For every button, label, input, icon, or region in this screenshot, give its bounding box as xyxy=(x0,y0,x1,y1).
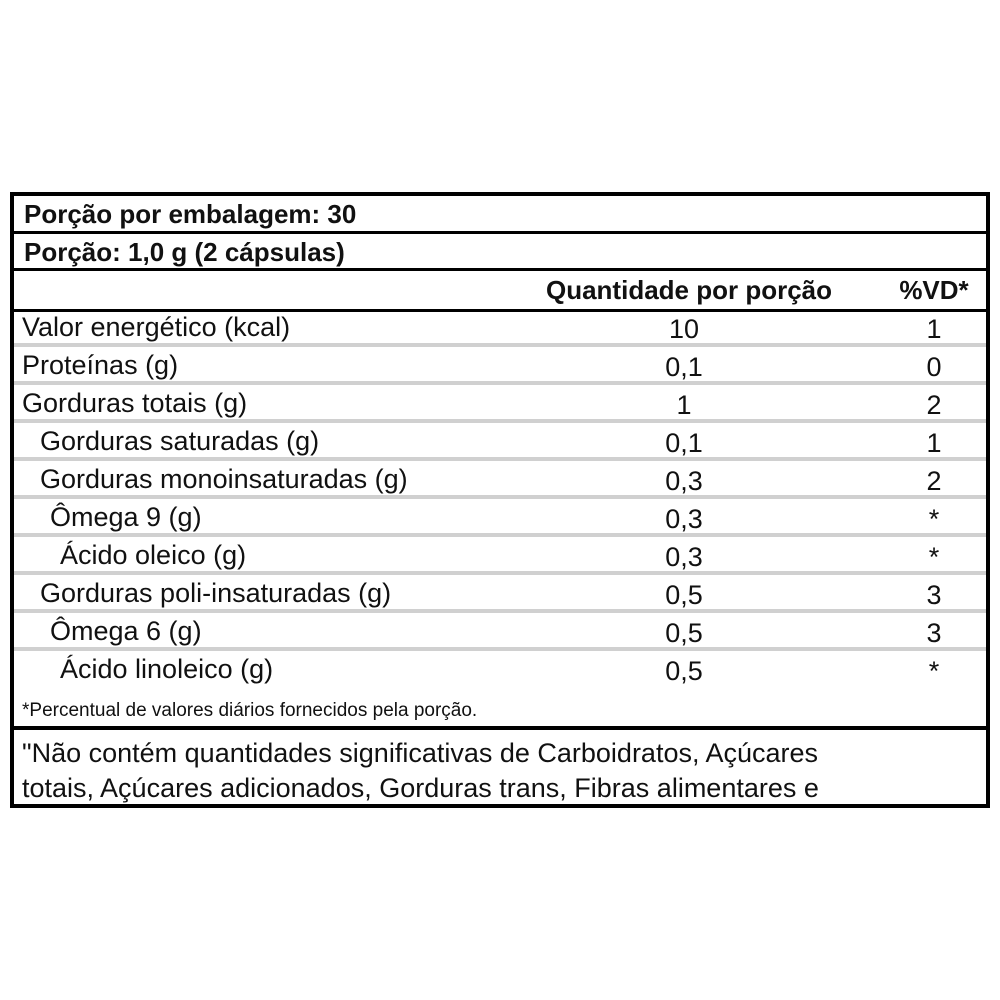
table-row xyxy=(14,385,986,423)
table-row xyxy=(14,461,986,499)
serving-size: Porção: 1,0 g (2 cápsulas) xyxy=(14,234,986,271)
nutrient-quantity: 10 xyxy=(668,314,700,344)
nutrient-quantity: 0,3 xyxy=(665,542,703,572)
table-row xyxy=(14,537,986,575)
daily-value-column-header: %VD* xyxy=(899,275,969,305)
nutrient-rows xyxy=(14,309,986,689)
column-header-row xyxy=(14,271,986,312)
nutrient-daily-value: 2 xyxy=(926,390,942,420)
nutrient-daily-value: 3 xyxy=(926,580,942,610)
nutrient-name: Gorduras saturadas (g) xyxy=(40,426,320,456)
nutrient-quantity: 1 xyxy=(676,390,692,420)
table-row xyxy=(14,423,986,461)
nutrient-name: Ácido linoleico (g) xyxy=(60,654,274,684)
disclaimer-line: "Não contém quantidades significativas de Carboidratos, Açúcares xyxy=(22,738,819,768)
table-row xyxy=(14,575,986,613)
nutrient-daily-value: * xyxy=(928,542,940,572)
nutrient-daily-value: 3 xyxy=(926,618,942,648)
nutrient-name: Gorduras poli-insaturadas (g) xyxy=(40,578,392,608)
nutrient-name: Ácido oleico (g) xyxy=(60,540,247,570)
nutrient-name: Ômega 9 (g) xyxy=(50,502,202,532)
nutrient-quantity: 0,1 xyxy=(665,428,703,458)
table-row xyxy=(14,499,986,537)
nutrient-name: Valor energético (kcal) xyxy=(22,312,291,342)
nutrient-quantity: 0,5 xyxy=(665,580,703,610)
nutrient-quantity: 0,5 xyxy=(665,618,703,648)
nutrient-name: Ômega 6 (g) xyxy=(50,616,202,646)
table-row xyxy=(14,347,986,385)
nutrition-facts-table xyxy=(10,192,990,808)
nutrient-quantity: 0,3 xyxy=(665,504,703,534)
nutrient-daily-value: 1 xyxy=(926,314,942,344)
servings-per-package: Porção por embalagem: 30 xyxy=(14,196,986,234)
nutrient-daily-value: 1 xyxy=(926,428,942,458)
nutrient-name: Proteínas (g) xyxy=(22,350,179,380)
disclaimer-line: totais, Açúcares adicionados, Gorduras trans, Fibras alimentares e xyxy=(22,773,819,803)
nutrient-quantity: 0,1 xyxy=(665,352,703,382)
nutrient-name: Gorduras monoinsaturadas (g) xyxy=(40,464,408,494)
table-row xyxy=(14,613,986,651)
nutrient-daily-value: * xyxy=(928,656,940,686)
nutrient-daily-value: * xyxy=(928,504,940,534)
nutrient-daily-value: 0 xyxy=(926,352,942,382)
nutrient-name: Gorduras totais (g) xyxy=(22,388,248,418)
divider xyxy=(14,726,986,730)
nutrient-quantity: 0,3 xyxy=(665,466,703,496)
table-row xyxy=(14,651,986,689)
quantity-column-header: Quantidade por porção xyxy=(545,275,833,305)
nutrient-daily-value: 2 xyxy=(926,466,942,496)
daily-value-footnote: *Percentual de valores diários fornecidos pela porção. xyxy=(22,700,478,721)
nutrient-quantity: 0,5 xyxy=(665,656,703,686)
table-row xyxy=(14,309,986,347)
disclaimer-text xyxy=(22,736,976,806)
